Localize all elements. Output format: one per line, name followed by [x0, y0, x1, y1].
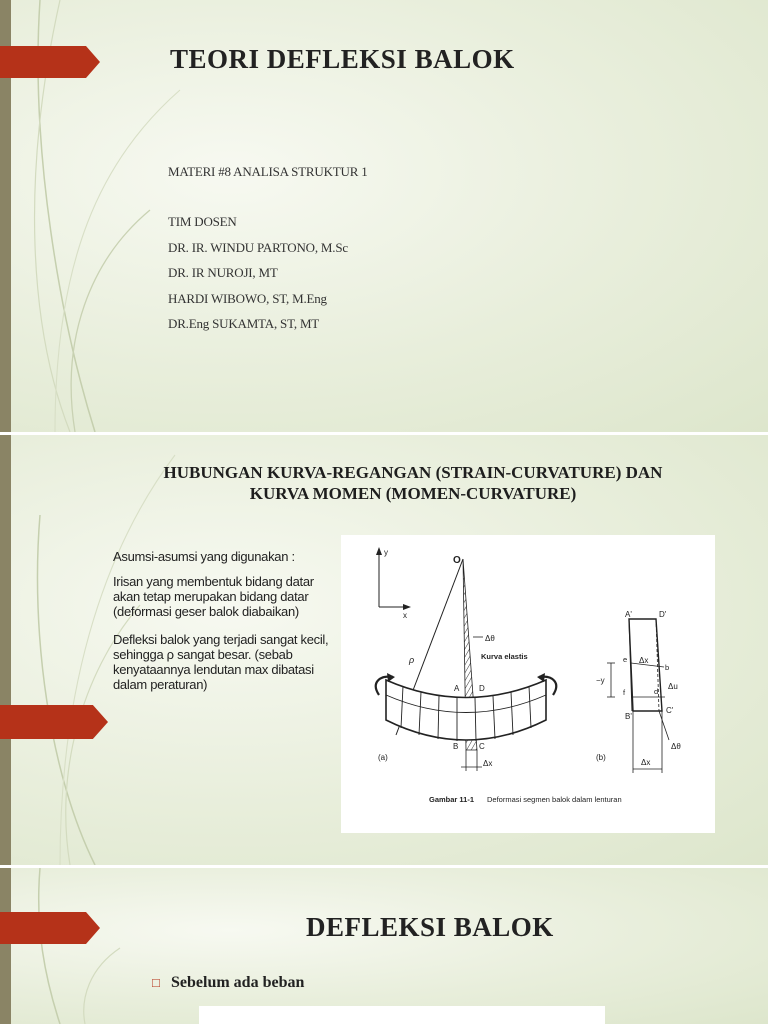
label-f: f	[623, 688, 626, 697]
label-e: e	[623, 655, 628, 664]
label-b-point: b	[665, 663, 670, 672]
beam-deformation-figure	[341, 535, 715, 833]
label-delta-x-b: Δx	[639, 656, 649, 665]
slide-title-text: DEFLEKSI BALOK	[306, 912, 554, 942]
assumption-intro: Asumsi-asumsi yang digunakan :	[113, 549, 295, 564]
dosen-name: HARDI WIBOWO, ST, M.Eng	[168, 291, 327, 306]
slide-title	[0, 0, 768, 432]
dosen-name: DR. IR NUROJI, MT	[168, 265, 278, 280]
slide-heading: HUBUNGAN KURVA-REGANGAN (STRAIN-CURVATURE) DAN KURVA MOMEN (MOMEN-CURVATURE)	[163, 463, 663, 503]
left-bar	[0, 435, 11, 865]
label-delta-x: Δx	[483, 759, 493, 768]
label-delta-u: Δu	[668, 682, 678, 691]
bullet-icon: □	[152, 975, 160, 990]
figure-caption-text: Deformasi segmen balok dalam lenturan	[487, 795, 622, 804]
label-delta-theta: Δθ	[485, 634, 495, 643]
label-A-prime: A'	[625, 610, 632, 619]
label-B: B	[453, 742, 459, 751]
label-kurva-elastis: Kurva elastis	[481, 652, 528, 661]
tim-dosen-heading: TIM DOSEN	[168, 214, 237, 229]
dosen-name: DR. IR. WINDU PARTONO, M.Sc	[168, 240, 348, 255]
assumption-item: Irisan yang membentuk bidang datar akan tetap merupakan bidang datar (deformasi geser balok diabaikan)	[113, 574, 314, 619]
label-C: C	[479, 742, 485, 751]
red-arrow-marker	[0, 46, 100, 78]
label-delta-theta-b: Δθ	[671, 742, 681, 751]
materi-line: MATERI #8 ANALISA STRUKTUR 1	[168, 164, 368, 179]
label-C-prime: C'	[666, 706, 674, 715]
label-minus-y: −y	[596, 676, 605, 685]
label-delta-x-bottom: Δx	[641, 758, 651, 767]
figure-caption-number: Gambar 11-1	[429, 795, 475, 804]
left-bar	[0, 868, 11, 1024]
axis-label-x: x	[403, 611, 407, 620]
label-part-b: (b)	[596, 753, 606, 762]
red-arrow-marker	[0, 705, 108, 739]
axis-label-y: y	[384, 548, 388, 557]
slide-title-text: TEORI DEFLEKSI BALOK	[170, 44, 515, 74]
slide-strain-curvature	[0, 435, 768, 865]
decorative-curves	[0, 868, 220, 1024]
label-D-prime: D'	[659, 610, 667, 619]
assumption-item: Defleksi balok yang terjadi sangat kecil, sehingga ρ sangat besar. (sebab kenyataannya lendutan max dibatasi dalam peraturan)	[113, 632, 329, 692]
label-D: D	[479, 684, 485, 693]
red-arrow-marker	[0, 912, 100, 944]
image-placeholder	[199, 1006, 605, 1024]
label-A: A	[454, 684, 460, 693]
label-B-prime: B'	[625, 712, 632, 721]
slide-defleksi-balok	[0, 868, 768, 1024]
label-rho: ρ	[409, 655, 415, 665]
label-d: d	[654, 687, 659, 696]
bullet-text: Sebelum ada beban	[171, 974, 305, 991]
label-part-a: (a)	[378, 753, 388, 762]
dosen-name: DR.Eng SUKAMTA, ST, MT	[168, 316, 320, 331]
label-O: O	[453, 555, 461, 566]
